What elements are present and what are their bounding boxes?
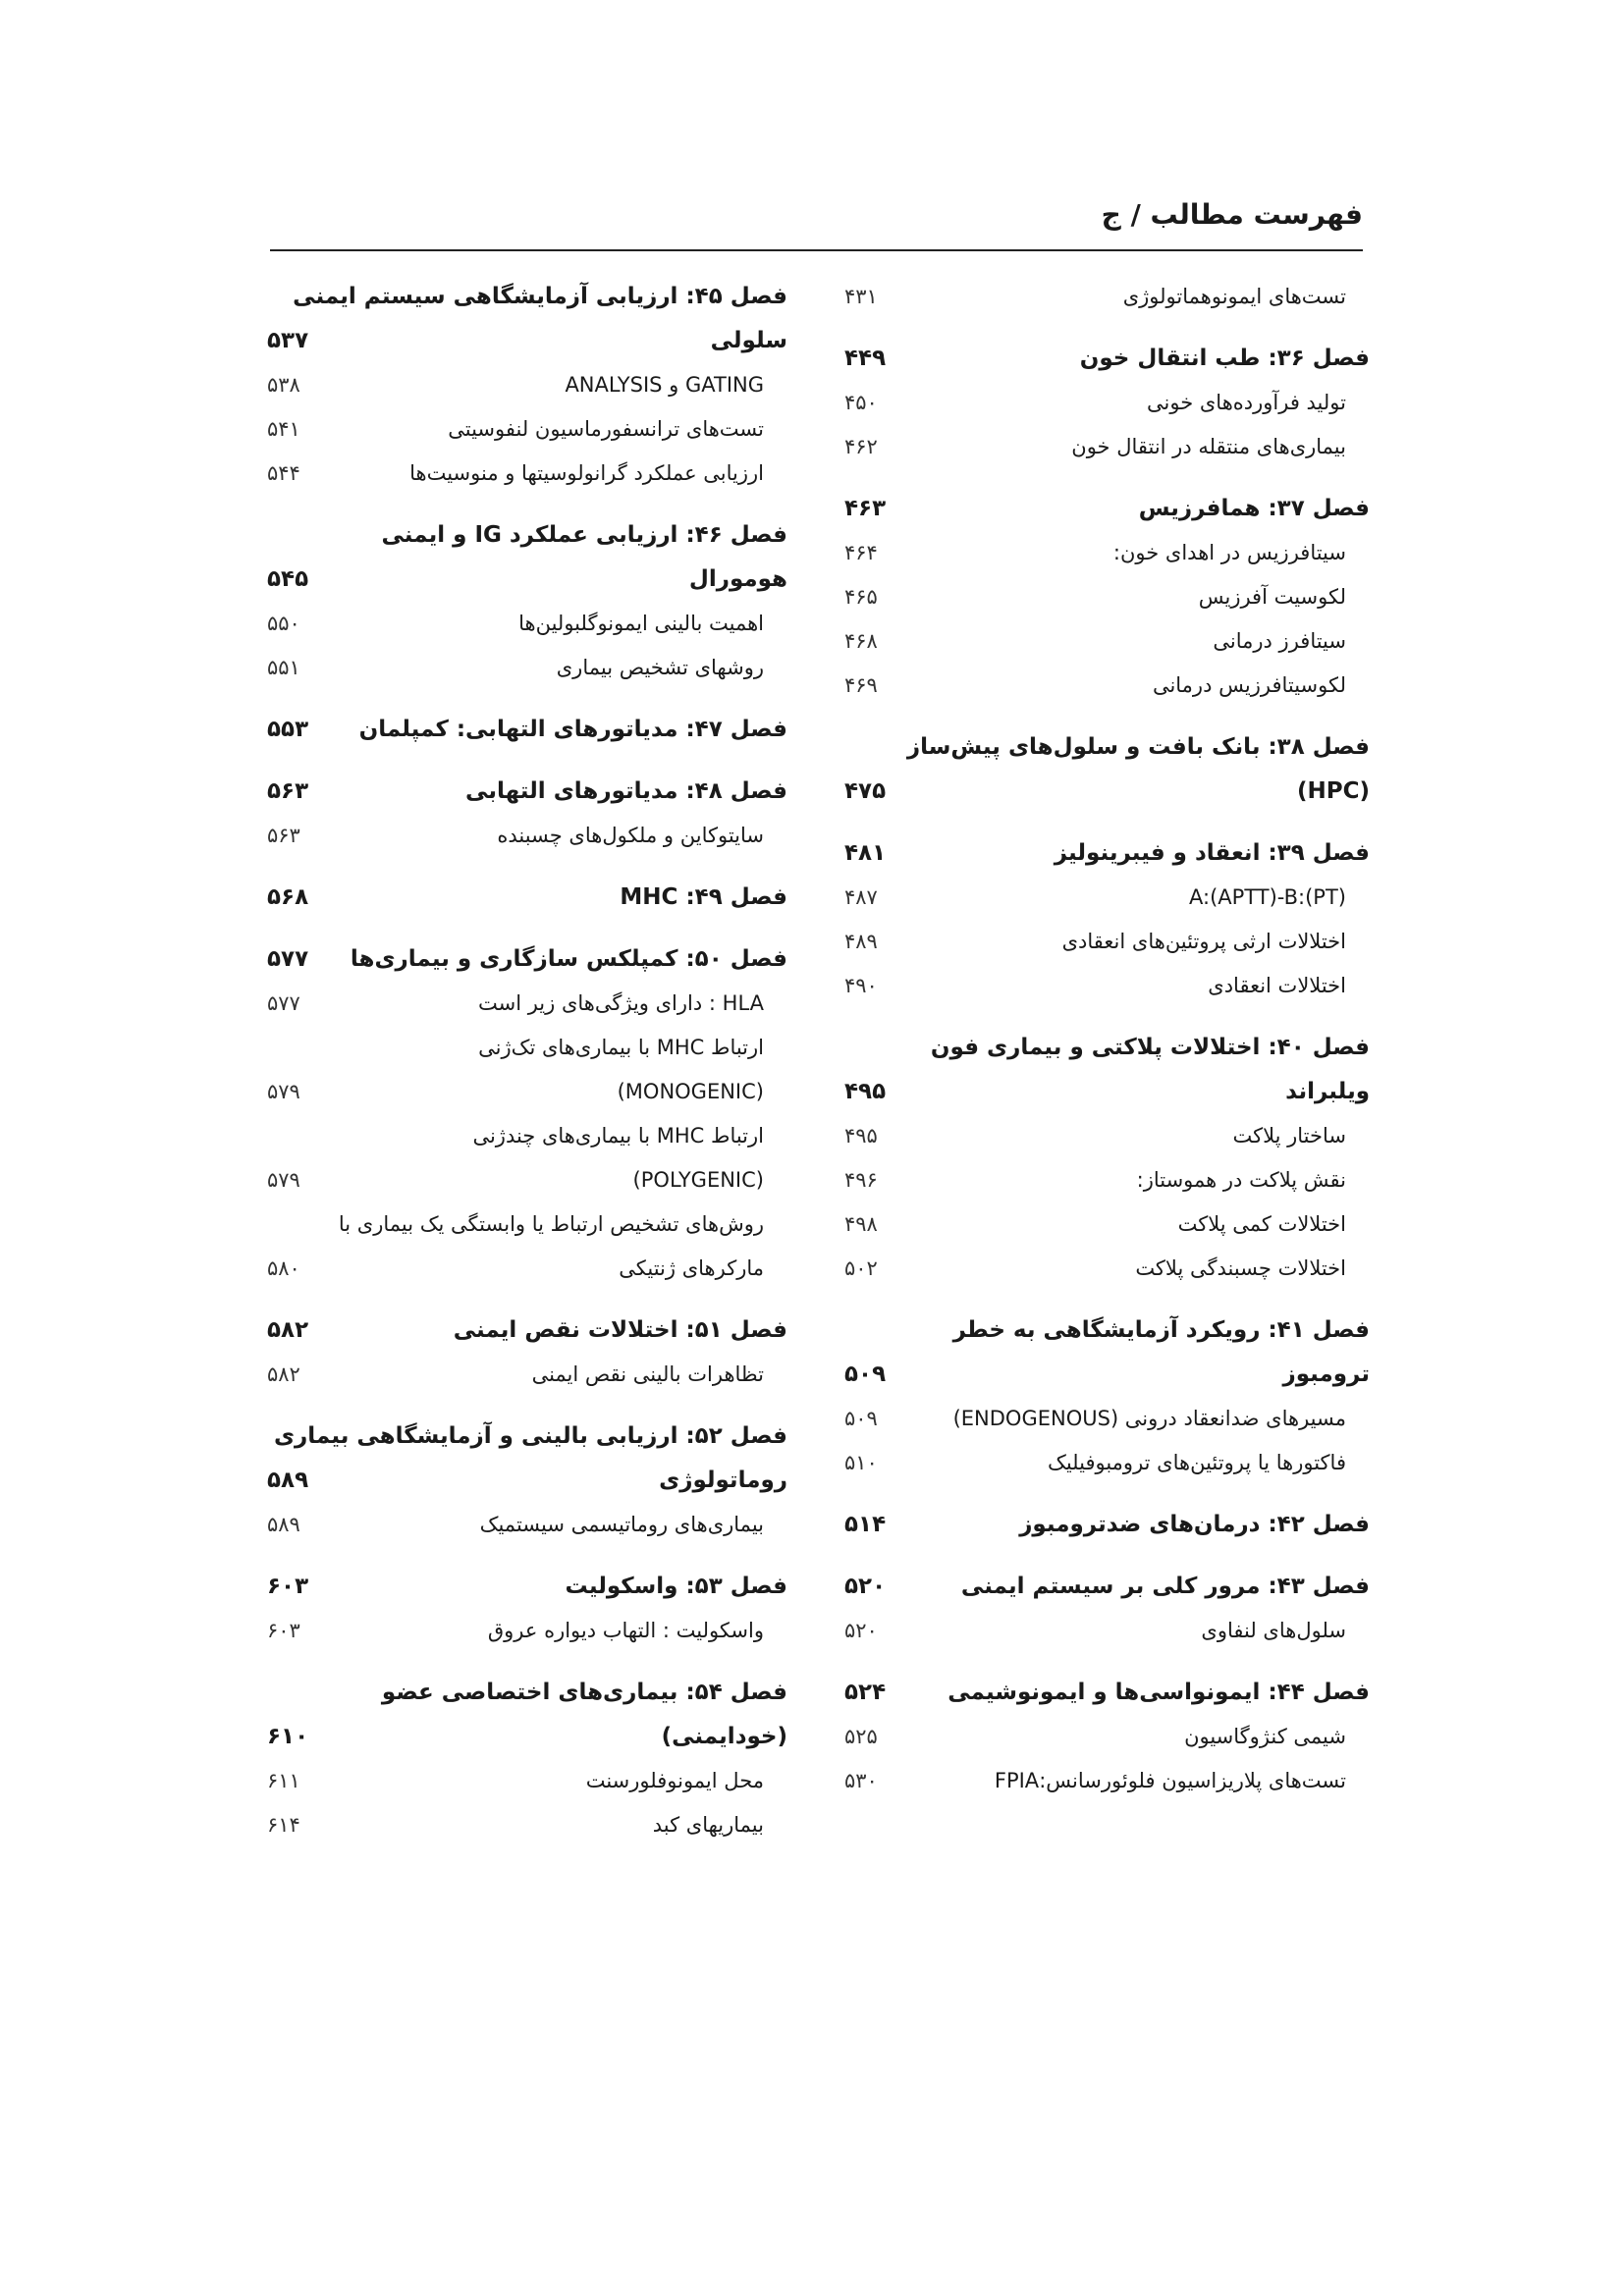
page-number: ۵۲۴ <box>844 1680 887 1705</box>
toc-entry-row <box>267 982 787 1026</box>
chapter-title: سلولی <box>710 328 787 353</box>
entry-title: اختلالات ارثی پروتئین‌های انعقادی <box>1061 930 1346 953</box>
entry-title: سیتافرزیس در اهدای خون: <box>1112 541 1346 564</box>
page-number: ۴۸۹ <box>844 930 878 953</box>
toc-entry-row <box>844 1114 1370 1158</box>
entry-title: اهمیت بالینی ایمونوگلبولین‌ها <box>518 612 764 635</box>
entry-title: شیمی کنژوگاسیون <box>1184 1725 1346 1748</box>
entry-title: (MONOGENIC) <box>617 1080 764 1103</box>
toc-chapter-row <box>267 770 787 814</box>
toc-entry-row <box>844 1759 1370 1803</box>
toc-entry-row <box>267 1202 787 1247</box>
toc-entry-row <box>267 1609 787 1653</box>
toc-chapter-row <box>267 937 787 982</box>
entry-title: واسکولیت : التهاب دیواره عروق <box>487 1619 764 1642</box>
entry-title: بیماری‌های روماتیسمی سیستمیک <box>479 1513 764 1536</box>
toc-chapter-row <box>267 1459 787 1503</box>
chapter-title: فصل ۳۷: همافرزیس <box>1138 496 1370 521</box>
chapter-title: فصل ۴۰: اختلالات پلاکتی و بیماری فون <box>930 1035 1370 1060</box>
toc-entry-row <box>844 920 1370 964</box>
toc-entry-row <box>267 1803 787 1847</box>
toc-chapter-row <box>844 1070 1370 1114</box>
page-number: ۴۹۵ <box>844 1079 887 1104</box>
entry-title: روشهای تشخیص بیماری <box>556 656 764 679</box>
page-number: ۴۹۶ <box>844 1168 878 1192</box>
chapter-title: ترومبوز <box>1282 1362 1370 1387</box>
entry-title: محل ایمونوفلورسنت <box>585 1769 764 1792</box>
page-number: ۵۴۵ <box>267 566 309 592</box>
entry-title: بیماریهای کبد <box>652 1813 764 1837</box>
toc-entry-row <box>267 452 787 496</box>
toc-entry-row <box>267 1026 787 1070</box>
toc-entry-row <box>267 814 787 858</box>
chapter-title: فصل ۴۳: مرور کلی بر سیستم ایمنی <box>960 1574 1370 1599</box>
page-number: ۵۳۷ <box>267 328 309 353</box>
page-number: ۶۱۱ <box>267 1769 300 1792</box>
toc-entry-row <box>844 575 1370 619</box>
page-number: ۴۷۵ <box>844 778 887 804</box>
page-number: ۶۰۳ <box>267 1619 300 1642</box>
toc-chapter-row <box>267 319 787 363</box>
page-number: ۵۲۰ <box>844 1574 887 1599</box>
page-number: ۵۴۱ <box>267 417 300 441</box>
toc-chapter-row <box>844 1353 1370 1397</box>
page-number: ۵۵۰ <box>267 612 300 635</box>
chapter-title: فصل ۳۹: انعقاد و فیبرینولیز <box>1054 840 1370 866</box>
page-number: ۵۱۰ <box>844 1451 878 1474</box>
page-number: ۵۷۹ <box>267 1168 300 1192</box>
toc-entry-row <box>844 664 1370 708</box>
entry-title: سیتافرز درمانی <box>1213 629 1346 653</box>
toc-chapter-row <box>844 337 1370 381</box>
chapter-title: فصل ۵۳: واسکولیت <box>565 1574 787 1599</box>
chapter-title: فصل ۵۴: بیماری‌های اختصاصی عضو <box>381 1680 787 1705</box>
chapter-title: فصل ۴۸: مدیاتورهای التهابی <box>465 778 787 804</box>
toc-entry-row <box>844 381 1370 425</box>
entry-title: (POLYGENIC) <box>632 1168 764 1192</box>
entry-title: HLA : دارای ویژگی‌های زیر است <box>477 991 764 1015</box>
chapter-title: فصل ۵۲: ارزیابی بالینی و آزمایشگاهی بیماری <box>273 1423 787 1449</box>
toc-chapter-row <box>844 770 1370 814</box>
chapter-title: فصل ۳۶: طب انتقال خون <box>1079 346 1370 371</box>
toc-entry-row <box>844 964 1370 1008</box>
entry-title: سایتوکاین و ملکول‌های چسبنده <box>497 824 764 847</box>
page-number: ۵۳۸ <box>267 373 300 397</box>
chapter-title: (HPC) <box>1296 778 1370 804</box>
page-number: ۵۱۴ <box>844 1512 887 1537</box>
page-number: ۵۸۰ <box>267 1256 300 1280</box>
chapter-title: هومورال <box>688 566 787 592</box>
toc-chapter-row <box>844 1503 1370 1547</box>
entry-title: A:(APTT)-B:(PT) <box>1189 885 1346 909</box>
toc-entry-row <box>267 1114 787 1158</box>
page-number: ۵۸۹ <box>267 1468 309 1493</box>
toc-entry-row <box>267 1070 787 1114</box>
page-number: ۴۶۳ <box>844 496 887 521</box>
toc-entry-row <box>267 646 787 690</box>
toc-chapter-row <box>844 1308 1370 1353</box>
entry-title: اختلالات انعقادی <box>1208 974 1346 997</box>
entry-title: بیماری‌های منتقله در انتقال خون <box>1071 435 1346 458</box>
page-number: ۵۷۷ <box>267 946 309 972</box>
toc-chapter-row <box>267 1671 787 1715</box>
toc-chapter-row <box>267 1415 787 1459</box>
page-header <box>270 188 1363 251</box>
toc-entry-row <box>267 1353 787 1397</box>
chapter-title: فصل ۴۶: ارزیابی عملکرد IG و ایمنی <box>381 522 787 548</box>
toc-entry-row <box>267 1759 787 1803</box>
page-number: ۵۳۰ <box>844 1769 878 1792</box>
page-number: ۴۴۹ <box>844 346 887 371</box>
toc-chapter-row <box>267 1308 787 1353</box>
page-number: ۵۵۱ <box>267 656 300 679</box>
entry-title: مسیرهای ضدانعقاد درونی (ENDOGENOUS) <box>952 1407 1346 1430</box>
toc-chapter-row <box>267 708 787 752</box>
page-number: ۴۶۵ <box>844 585 878 609</box>
toc-entry-row <box>844 1715 1370 1759</box>
page-number: ۵۵۳ <box>267 717 309 742</box>
toc-entry-row <box>844 1158 1370 1202</box>
page-number: ۴۶۲ <box>844 435 878 458</box>
page-number: ۴۶۸ <box>844 629 878 653</box>
entry-title: تست‌های ایمونوهماتولوژی <box>1122 285 1346 308</box>
toc-entry-row <box>267 407 787 452</box>
page-number: ۴۹۵ <box>844 1124 878 1148</box>
page-number: ۵۷۷ <box>267 991 300 1015</box>
chapter-title: فصل ۴۱: رویکرد آزمایشگاهی به خطر <box>952 1317 1370 1343</box>
page-title: فهرست مطالب / ج <box>1101 198 1363 231</box>
page-number: ۶۱۴ <box>267 1813 300 1837</box>
toc-right-column <box>844 275 1370 1803</box>
page-number: ۴۸۱ <box>844 840 887 866</box>
toc-chapter-row <box>844 725 1370 770</box>
toc-chapter-row <box>267 275 787 319</box>
entry-title: ارزیابی عملکرد گرانولوسیتها و منوسیت‌ها <box>409 461 764 485</box>
entry-title: سلول‌های لنفاوی <box>1201 1619 1346 1642</box>
page-number: ۴۶۴ <box>844 541 878 564</box>
entry-title: ارتباط MHC با بیماری‌های چندژنی <box>472 1124 764 1148</box>
page-number: ۵۰۹ <box>844 1362 887 1387</box>
page-number: ۵۶۳ <box>267 824 300 847</box>
entry-title: تولید فرآورده‌های خونی <box>1147 391 1346 414</box>
page-number: ۵۰۲ <box>844 1256 878 1280</box>
entry-title: GATING و ANALYSIS <box>565 373 764 397</box>
entry-title: نقش پلاکت در هموستاز: <box>1136 1168 1346 1192</box>
toc-chapter-row <box>844 1671 1370 1715</box>
toc-chapter-row <box>267 513 787 558</box>
page-number: ۵۶۳ <box>267 778 309 804</box>
page-number: ۶۱۰ <box>267 1724 309 1749</box>
entry-title: تست‌های ترانسفورماسیون لنفوسیتی <box>448 417 764 441</box>
toc-entry-row <box>844 1202 1370 1247</box>
page-number: ۴۹۰ <box>844 974 878 997</box>
chapter-title: (خودایمنی) <box>661 1724 787 1749</box>
toc-entry-row <box>844 531 1370 575</box>
toc-entry-row <box>844 1441 1370 1485</box>
entry-title: تظاهرات بالینی نقص ایمنی <box>531 1362 764 1386</box>
toc-entry-row <box>267 363 787 407</box>
page-number: ۴۵۰ <box>844 391 878 414</box>
entry-title: اختلالات چسبندگی پلاکت <box>1135 1256 1346 1280</box>
page-number: ۴۶۹ <box>844 673 878 697</box>
entry-title: روش‌های تشخیص ارتباط یا وابستگی یک بیماری با <box>338 1212 764 1236</box>
toc-chapter-row <box>844 1565 1370 1609</box>
entry-title: فاکتورها یا پروتئین‌های ترومبوفیلیک <box>1048 1451 1346 1474</box>
chapter-title: روماتولوژی <box>659 1468 787 1493</box>
entry-title: لکوسیت آفرزیس <box>1198 585 1346 609</box>
toc-entry-row <box>267 1158 787 1202</box>
page-number: ۴۸۷ <box>844 885 878 909</box>
toc-chapter-row <box>844 831 1370 876</box>
toc-entry-row <box>267 1503 787 1547</box>
page-number: ۵۸۲ <box>267 1317 309 1343</box>
toc-chapter-row <box>267 558 787 602</box>
page-number: ۵۸۲ <box>267 1362 300 1386</box>
page-number: ۴۹۸ <box>844 1212 878 1236</box>
chapter-title: فصل ۵۰: کمپلکس سازگاری و بیماری‌ها <box>350 946 787 972</box>
toc-entry-row <box>844 425 1370 469</box>
page-number: ۵۲۰ <box>844 1619 878 1642</box>
entry-title: لکوسیتافرزیس درمانی <box>1152 673 1346 697</box>
toc-chapter-row <box>267 1715 787 1759</box>
toc-entry-row <box>844 876 1370 920</box>
chapter-title: فصل ۴۴: ایمونواسی‌ها و ایمونوشیمی <box>947 1680 1370 1705</box>
toc-entry-row <box>267 602 787 646</box>
page-number: ۶۰۳ <box>267 1574 309 1599</box>
entry-title: ارتباط MHC با بیماری‌های تک‌ژنی <box>478 1036 764 1059</box>
toc-chapter-row <box>267 876 787 920</box>
entry-title: ساختار پلاکت <box>1232 1124 1346 1148</box>
entry-title: اختلالات کمی پلاکت <box>1177 1212 1346 1236</box>
chapter-title: فصل ۴۲: درمان‌های ضدترومبوز <box>1019 1512 1370 1537</box>
toc-left-column <box>267 275 787 1847</box>
page-number: ۵۷۹ <box>267 1080 300 1103</box>
page-number: ۵۰۹ <box>844 1407 878 1430</box>
entry-title: مارکرهای ژنتیکی <box>619 1256 764 1280</box>
toc-entry-row <box>844 1609 1370 1653</box>
page-number: ۵۶۸ <box>267 884 309 910</box>
toc-chapter-row <box>267 1565 787 1609</box>
entry-title: تست‌های پلاریزاسیون فلوئورسانس:FPIA <box>994 1769 1346 1792</box>
page-number: ۵۴۴ <box>267 461 300 485</box>
chapter-title: فصل ۳۸: بانک بافت و سلول‌های پیش‌ساز <box>906 734 1370 760</box>
page-number: ۵۸۹ <box>267 1513 300 1536</box>
page-number: ۴۳۱ <box>844 285 878 308</box>
page-number: ۵۲۵ <box>844 1725 878 1748</box>
toc-entry-row <box>267 1247 787 1291</box>
chapter-title: فصل ۴۹: MHC <box>620 884 787 910</box>
toc-entry-row <box>844 1397 1370 1441</box>
chapter-title: فصل ۴۷: مدیاتورهای التهابی: کمپلمان <box>358 717 787 742</box>
toc-entry-row <box>844 1247 1370 1291</box>
toc-entry-row <box>844 619 1370 664</box>
toc-chapter-row <box>844 487 1370 531</box>
chapter-title: فصل ۵۱: اختلالات نقص ایمنی <box>453 1317 787 1343</box>
chapter-title: ویلبراند <box>1285 1079 1370 1104</box>
toc-chapter-row <box>844 1026 1370 1070</box>
toc-entry-row <box>844 275 1370 319</box>
chapter-title: فصل ۴۵: ارزیابی آزمایشگاهی سیستم ایمنی <box>293 284 787 309</box>
